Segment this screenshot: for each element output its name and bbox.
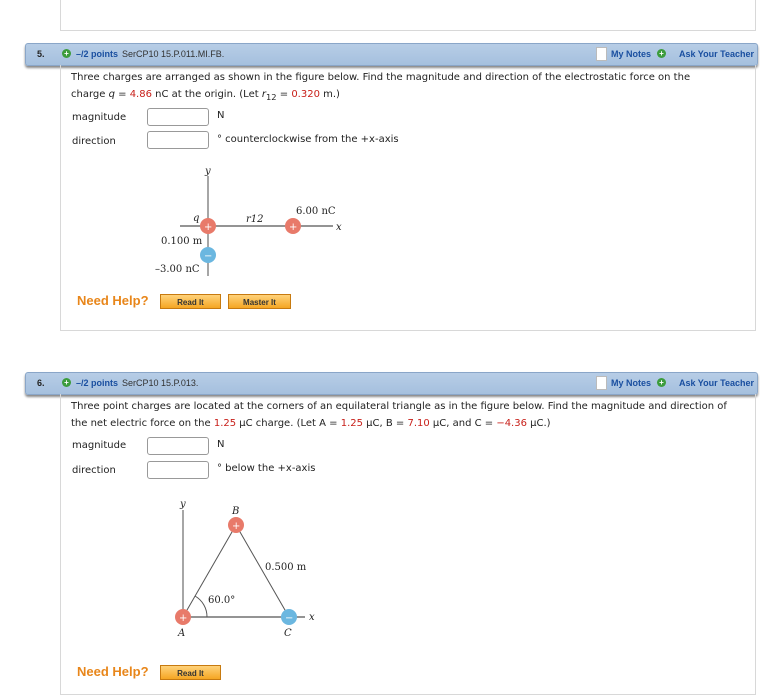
direction-label: direction bbox=[72, 136, 116, 147]
question-number: 6. bbox=[37, 378, 45, 388]
need-help-label: Need Help? bbox=[77, 293, 149, 308]
my-notes-link[interactable]: My Notes bbox=[610, 49, 651, 59]
plus-sign: + bbox=[232, 521, 241, 532]
plus-sign: + bbox=[289, 222, 298, 233]
ask-your-teacher-link[interactable]: Ask Your Teacher bbox=[678, 49, 754, 59]
text-line: Three point charges are located at the corners of an equilateral triangle as in the figure below. Find the magnitude and direction of bbox=[71, 401, 727, 412]
t: nC at the origin. (Let bbox=[151, 89, 262, 100]
t: r bbox=[261, 89, 266, 100]
t: μC.) bbox=[526, 418, 551, 429]
text-line bbox=[71, 415, 727, 432]
read-it-button[interactable]: Read It bbox=[160, 665, 221, 680]
charge3-label: –3.00 nC bbox=[155, 264, 200, 275]
t: q bbox=[108, 89, 115, 100]
magnitude-unit: N bbox=[217, 110, 225, 121]
t: charge bbox=[71, 89, 109, 100]
points[interactable]: –/2 points bbox=[76, 49, 119, 59]
t: the net electric force on the bbox=[71, 418, 214, 429]
expand-plus-icon[interactable]: + bbox=[62, 49, 71, 58]
question-source: SerCP10 15.P.013. bbox=[122, 378, 199, 388]
ask-teacher-plus-icon[interactable]: + bbox=[657, 49, 666, 58]
question-6-header bbox=[25, 372, 758, 395]
label-C: C bbox=[284, 628, 292, 639]
direction-label: direction bbox=[72, 465, 116, 476]
question-6-text bbox=[71, 398, 727, 432]
magnitude-label: magnitude bbox=[72, 112, 127, 123]
C-value: −4.36 bbox=[496, 418, 527, 429]
x-axis-label: x bbox=[309, 612, 315, 623]
t: = bbox=[114, 89, 130, 100]
question-number: 5. bbox=[37, 49, 45, 59]
y-axis-label: y bbox=[180, 499, 186, 510]
t: m.) bbox=[319, 89, 340, 100]
master-it-button[interactable]: Master It bbox=[228, 294, 291, 309]
angle-label: 60.0° bbox=[208, 595, 236, 606]
ask-your-teacher-link[interactable]: Ask Your Teacher bbox=[678, 378, 754, 388]
ask-teacher-plus-icon[interactable]: + bbox=[657, 378, 666, 387]
minus-sign: − bbox=[285, 613, 294, 624]
t: μC, and C = bbox=[429, 418, 497, 429]
side-length-label: 0.500 m bbox=[265, 562, 307, 573]
question-source: SerCP10 15.P.011.MI.FB. bbox=[122, 49, 225, 59]
need-help-label: Need Help? bbox=[77, 664, 149, 679]
my-notes-link[interactable]: My Notes bbox=[610, 378, 651, 388]
minus-sign: − bbox=[204, 251, 213, 262]
charge-value: 1.25 bbox=[213, 418, 237, 429]
A-value: 1.25 bbox=[340, 418, 363, 429]
label-A: A bbox=[178, 628, 186, 639]
r12-label: r12 bbox=[246, 214, 264, 225]
plus-sign: + bbox=[179, 613, 188, 624]
t: μC charge. (Let A = bbox=[236, 418, 341, 429]
direction-input[interactable] bbox=[147, 461, 209, 479]
q-label: q bbox=[193, 213, 200, 224]
x-axis-label: x bbox=[336, 222, 342, 233]
t: μC, B = bbox=[362, 418, 408, 429]
magnitude-unit: N bbox=[217, 439, 225, 450]
magnitude-label: magnitude bbox=[72, 440, 127, 451]
plus-sign: + bbox=[204, 222, 213, 233]
r12-value: 0.320 bbox=[291, 89, 320, 100]
points[interactable]: –/2 points bbox=[76, 378, 119, 388]
expand-plus-icon[interactable]: + bbox=[62, 378, 71, 387]
label-B: B bbox=[232, 506, 240, 517]
t: = bbox=[276, 89, 292, 100]
magnitude-input[interactable] bbox=[147, 437, 209, 455]
q-value: 4.86 bbox=[129, 89, 152, 100]
notes-icon[interactable] bbox=[596, 376, 607, 390]
text-line: Three charges are arranged as shown in the figure below. Find the magnitude and direction of the electrostatic force on the bbox=[71, 72, 691, 83]
distance-label: 0.100 m bbox=[161, 236, 203, 247]
direction-unit: ° below the +x-axis bbox=[217, 463, 316, 474]
B-value: 7.10 bbox=[407, 418, 430, 429]
direction-unit: ° counterclockwise from the +x-axis bbox=[217, 134, 399, 145]
read-it-button[interactable]: Read It bbox=[160, 294, 221, 309]
y-axis-label: y bbox=[205, 166, 211, 177]
t: 12 bbox=[265, 92, 277, 102]
charge2-label: 6.00 nC bbox=[296, 206, 336, 217]
